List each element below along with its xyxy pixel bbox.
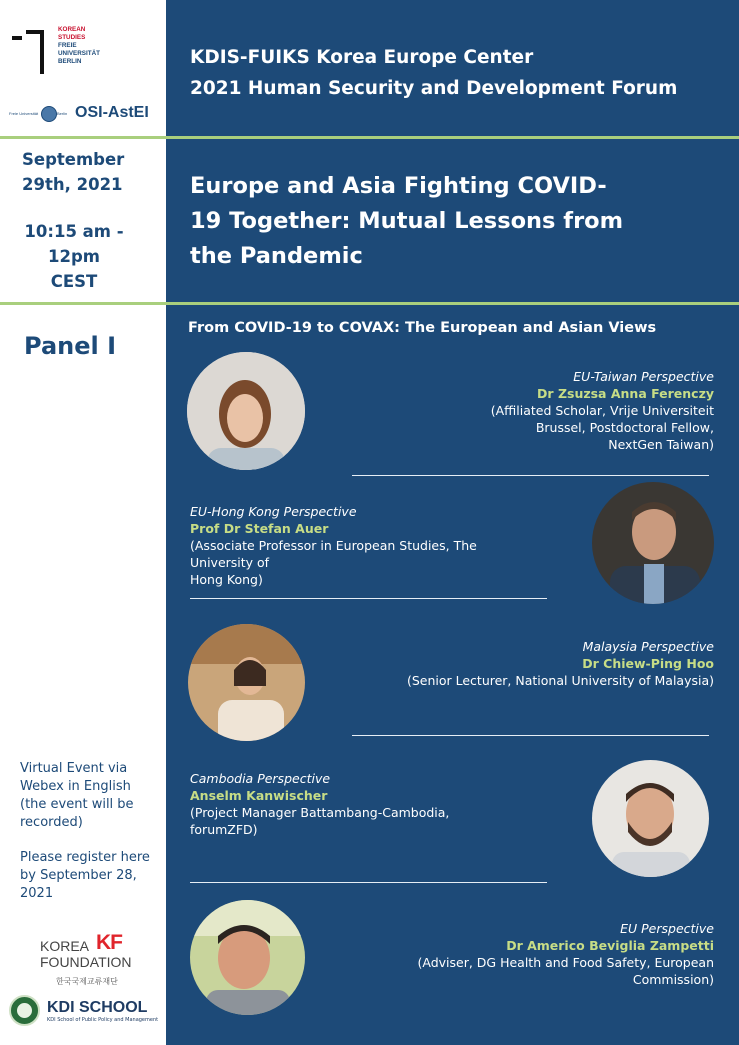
speaker-affiliation: forumZFD) xyxy=(190,822,258,837)
perspective-label: EU Perspective xyxy=(620,921,714,936)
speaker-block-ferenczy xyxy=(491,368,714,453)
speaker-affiliation: Brussel, Postdoctoral Fellow, xyxy=(535,420,714,435)
fu-small-text: Freie Universität xyxy=(9,111,39,116)
kf-logo-mark: KF xyxy=(96,931,122,954)
event-title: Europe and Asia Fighting COVID-19 Together: Mutual Lessons from the Pandemic xyxy=(190,173,624,269)
speaker-photo-ferenczy xyxy=(187,352,305,470)
kdi-seal-inner xyxy=(17,1003,32,1018)
osi-astei-logo: OSI-AstEI xyxy=(75,104,149,121)
register-note[interactable]: Please register here by September 28, 2021 xyxy=(20,850,150,901)
perspective-label: EU-Taiwan Perspective xyxy=(573,369,714,384)
speaker-affiliation: (Project Manager Battambang-Cambodia, xyxy=(190,805,450,820)
speaker-block-auer xyxy=(190,503,530,588)
speaker-affiliation: (Adviser, DG Health and Food Safety, European xyxy=(417,955,714,970)
korea-foundation-logo-text: KOREA FOUNDATION xyxy=(40,938,132,970)
kf-korean-name: 한국국제교류재단 xyxy=(56,977,118,986)
speaker-affiliation: (Associate Professor in European Studies, The University of xyxy=(190,538,477,570)
speaker-photo-zampetti xyxy=(190,900,305,1015)
korean-studies-logo-text: KOREAN STUDIES FREIE UNIVERSITÄT BERLIN xyxy=(58,26,100,65)
perspective-label: Malaysia Perspective xyxy=(582,639,714,654)
separator xyxy=(352,475,709,476)
kdi-school-subtitle: KDI School of Public Policy and Management xyxy=(47,1017,159,1023)
divider-middle xyxy=(0,302,739,305)
panel-subtitle: From COVID-19 to COVAX: The European and Asian Views xyxy=(188,320,657,336)
perspective-label: Cambodia Perspective xyxy=(190,771,331,786)
fu-small-text-2: Berlin xyxy=(57,111,68,116)
event-date: September 29th, 2021 xyxy=(22,150,125,194)
divider-top xyxy=(0,136,739,139)
speaker-affiliation: NextGen Taiwan) xyxy=(608,437,714,452)
event-time: 10:15 am - 12pm CEST xyxy=(24,222,124,291)
speaker-affiliation: (Affiliated Scholar, Vrije Universiteit xyxy=(490,403,714,418)
virtual-event-note: Virtual Event via Webex in English (the event will be recorded) xyxy=(20,761,134,830)
speaker-block-zampetti xyxy=(417,920,714,988)
speaker-photo-hoo xyxy=(188,624,305,741)
speaker-name: Dr Chiew-Ping Hoo xyxy=(582,656,714,671)
speaker-affiliation: Hong Kong) xyxy=(190,572,263,587)
speaker-name: Anselm Kanwischer xyxy=(190,788,328,803)
speaker-photo-auer xyxy=(592,482,714,604)
speaker-affiliation: Commission) xyxy=(632,972,714,987)
speaker-block-kanwischer xyxy=(190,770,530,838)
korean-studies-logo-mark xyxy=(10,26,48,76)
speaker-name: Dr Americo Beviglia Zampetti xyxy=(506,938,714,953)
separator xyxy=(190,598,547,599)
separator xyxy=(190,882,547,883)
speaker-photo-kanwischer xyxy=(592,760,709,877)
forum-header: KDIS-FUIKS Korea Europe Center 2021 Human Security and Development Forum xyxy=(190,47,678,99)
speaker-name: Prof Dr Stefan Auer xyxy=(190,521,329,536)
fu-seal-icon xyxy=(41,106,57,122)
speaker-block-hoo xyxy=(407,638,714,689)
kdi-school-logo: KDI SCHOOL xyxy=(47,999,148,1016)
speaker-name: Dr Zsuzsa Anna Ferenczy xyxy=(537,386,714,401)
panel-label: Panel I xyxy=(24,332,117,360)
perspective-label: EU-Hong Kong Perspective xyxy=(190,504,357,519)
speaker-affiliation: (Senior Lecturer, National University of Malaysia) xyxy=(406,673,714,688)
separator xyxy=(352,735,709,736)
